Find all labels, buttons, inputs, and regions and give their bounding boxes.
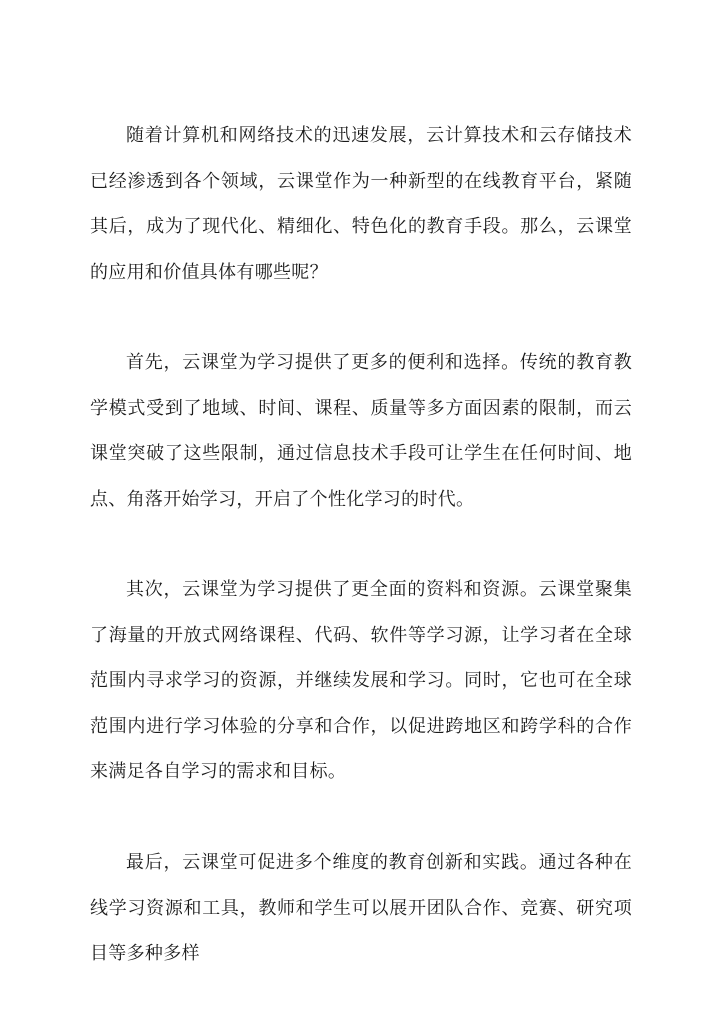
paragraph-intro: 随着计算机和网络技术的迅速发展，云计算技术和云存储技术已经渗透到各个领域，云课堂作为一种新型的在线教育平台，紧随其后，成为了现代化、精细化、特色化的教育手段。那么，云课堂的应用和价值具体有哪些呢？	[90, 125, 632, 283]
paragraph-first-point: 首先，云课堂为学习提供了更多的便利和选择。传统的教育教学模式受到了地域、时间、课程、质量等多方面因素的限制，而云课堂突破了这些限制，通过信息技术手段可让学生在任何时间、地点、角落开始学习，开启了个性化学习的时代。	[90, 352, 632, 510]
paragraph-second-point: 其次，云课堂为学习提供了更全面的资料和资源。云课堂聚集了海量的开放式网络课程、代码、软件等学习源，让学习者在全球范围内寻求学习的资源，并继续发展和学习。同时，它也可在全球范围内进行学习体验的分享和合作，以促进跨地区和跨学科的合作来满足各自学习的需求和目标。	[90, 579, 632, 782]
paragraph-last-point: 最后，云课堂可促进多个维度的教育创新和实践。通过各种在线学习资源和工具，教师和学生可以展开团队合作、竞赛、研究项目等多种多样	[90, 852, 632, 964]
